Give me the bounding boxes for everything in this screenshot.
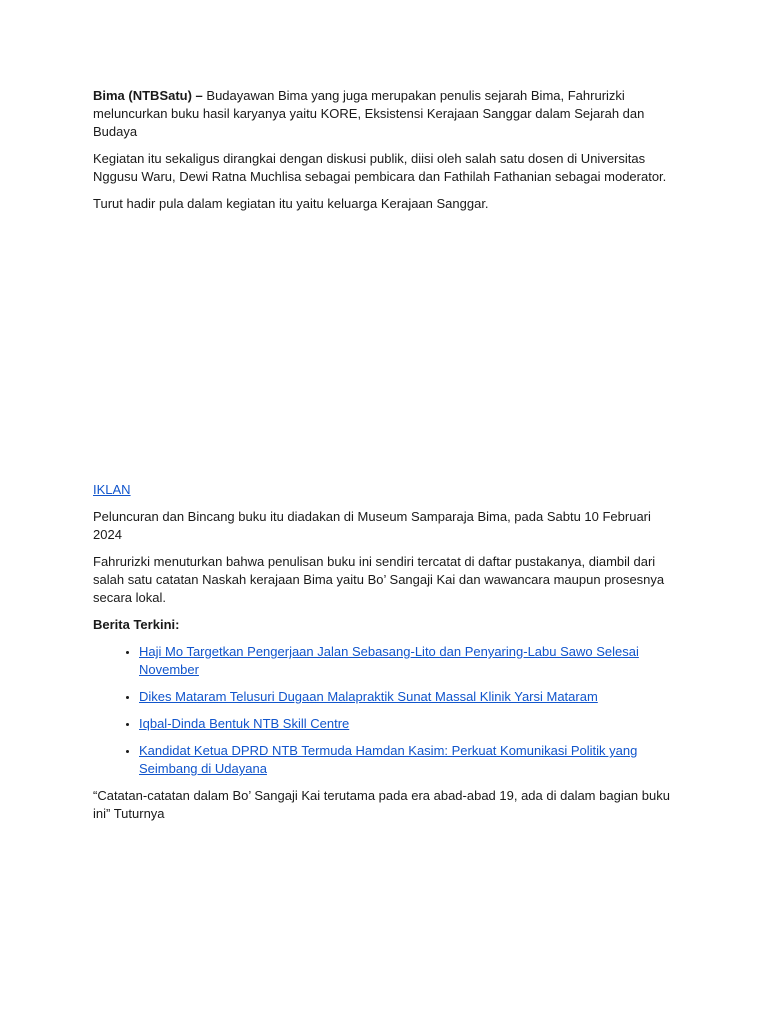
latest-news-list <box>93 643 678 778</box>
paragraph-attendance: Turut hadir pula dalam kegiatan itu yaitu keluarga Kerajaan Sanggar. <box>93 196 489 211</box>
intro-paragraph <box>93 87 678 141</box>
ad-space <box>93 222 678 481</box>
news-link[interactable]: Kandidat Ketua DPRD NTB Termuda Hamdan Kasim: Perkuat Komunikasi Politik yang Seimbang di Udayana <box>139 743 638 776</box>
dateline: Bima (NTBSatu) – <box>93 88 203 103</box>
paragraph-venue: Peluncuran dan Bincang buku itu diadakan di Museum Samparaja Bima, pada Sabtu 10 Februari 2024 <box>93 509 651 542</box>
latest-news-heading: Berita Terkini: <box>93 617 180 632</box>
ad-link[interactable]: IKLAN <box>93 482 131 497</box>
intro-text: Budayawan Bima yang juga merupakan penulis sejarah Bima, Fahrurizki meluncurkan buku hasil karyanya yaitu KORE, Eksistensi Kerajaan Sanggar dalam Sejarah dan Budaya <box>93 88 645 139</box>
article-body <box>93 87 678 832</box>
paragraph-quote: “Catatan-catatan dalam Bo’ Sangaji Kai terutama pada era abad-abad 19, ada di dalam bagian buku ini” Tuturnya <box>93 788 670 821</box>
paragraph-sources: Fahrurizki menuturkan bahwa penulisan buku ini sendiri tercatat di daftar pustakanya, diambil dari salah satu catatan Naskah kerajaan Bima yaitu Bo’ Sangaji Kai dan wawancara maupun prosesnya secara lokal. <box>93 554 665 605</box>
paragraph-discussion: Kegiatan itu sekaligus dirangkai dengan diskusi publik, diisi oleh salah satu dosen di Universitas Nggusu Waru, Dewi Ratna Muchlisa sebagai pembicara dan Fathilah Fathanian sebagai moderator. <box>93 151 667 184</box>
list-item <box>139 715 678 733</box>
news-link[interactable]: Iqbal-Dinda Bentuk NTB Skill Centre <box>139 716 350 731</box>
list-item <box>139 688 678 706</box>
list-item <box>139 643 678 679</box>
news-link[interactable]: Haji Mo Targetkan Pengerjaan Jalan Sebasang-Lito dan Penyaring-Labu Sawo Selesai November <box>139 644 639 677</box>
news-link[interactable]: Dikes Mataram Telusuri Dugaan Malapraktik Sunat Massal Klinik Yarsi Mataram <box>139 689 598 704</box>
list-item <box>139 742 678 778</box>
ad-label-row <box>93 481 678 499</box>
